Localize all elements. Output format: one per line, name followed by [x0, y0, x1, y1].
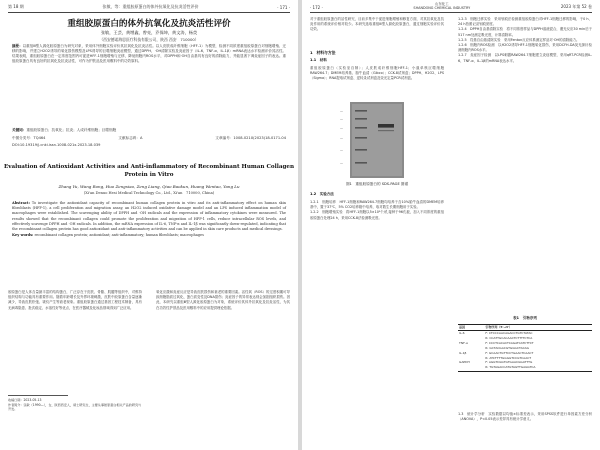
gel-image	[310, 100, 444, 180]
page-number-right: · 172 ·	[310, 4, 323, 10]
table-cell: R: GCTACGACGTGGGCTACAG	[485, 345, 529, 350]
svg-text:—: —	[340, 126, 343, 130]
body-column-1: 胶原蛋白是人体含量最丰富的结构蛋白，广泛存在于皮肤、骨骼、肌腱等组织中，对维持组织结构与功能具有重要作用。随着年龄增长及外界环境刺激，皮肤中胶原蛋白含量逐渐减少，导致皮肤松弛、皱纹产生等衰老现象。重组胶原蛋白通过基因工程技术制备，具有无病毒隐患、批次稳定、水溶性好等优点，在医疗器械及化妆品领域得到广泛应用。	[8, 290, 142, 310]
document-code: 文献标志码：A	[118, 136, 143, 140]
table-cell: IL-6	[459, 330, 465, 335]
section-methods: 1.2 实验方法	[310, 192, 334, 196]
left-page	[0, 0, 298, 450]
table-cell: F: AGGTCGGTGTGAACGGATTTG	[485, 360, 533, 365]
authors-en: Zhang Yu, Wang Rong, Huo Zengxiao, Zeng Liang, Qiao Baokun, Huang Wentao, Yang Lu	[58, 184, 240, 189]
abstract-en-text: To investigate the antioxidant capacity of recombinant human collagen protein in vitro and its anti-inflammatory effect on human skin fibroblasts (HFF-1), a cell proliferation and migration assay, an H2O2 induced oxidative damage model and an LPS induced inflammation model of macrophages were established. The scavenging ability of DPPH and ·OH radicals and the expression of inflammatory cytokines were measured. The results showed that the recombinant collagen could promote the proliferation and migration of HFF-1 cells, reduce intracellular ROS levels, and effectively scavenge DPPH and ·OH radicals. In addition, the mRNA expression of IL-6, TNF-α and IL-1β was significantly down-regulated, indicating that the recombinant collagen protein has good antioxidant and anti-inflammatory activities and can be applied in skin care products and medical dressings.	[12, 201, 286, 232]
doi-line: DOI:10.19319/j.cnki.issn.1008-021x.2023.18.039	[12, 143, 101, 147]
running-header-right	[310, 3, 592, 11]
footnote-rule	[8, 395, 68, 396]
table-header-sequence: 引物序列（5'→3'）	[485, 324, 512, 329]
table-header-gene: 基因	[459, 324, 466, 329]
table-cell: TNF-α	[459, 340, 468, 345]
journal-name: 山东化工 SHANDONG CHEMICAL INDUSTRY	[413, 2, 471, 10]
footnote: 收稿日期：2023-05-13 作者简介：张敏（1990—），女，陕西西安人，硕士研究生，主要从事胶原蛋白相关产品的研究与开发。	[8, 398, 142, 412]
table-cell: IL-1β	[459, 350, 467, 355]
keywords-cn-label: 关键词：	[12, 128, 27, 132]
svg-text:—: —	[340, 148, 343, 152]
table-cell: F: CCCTCACACTCAGATCATCTTCT	[485, 340, 534, 345]
abstract-cn-text: 以重组Ⅲ型人源化胶原蛋白为研究对象，采用体外细胞实验评价其抗氧化及抗炎活性。以人皮肤成纤维细胞（HFF-1）为模型，检测不同浓度重组胶原蛋白对细胞增殖、迁移的影响，并建立H2O2诱导的氧化损伤模型及LPS诱导的巨噬细胞炎症模型，通过DPPH、·OH清除实验及炎症因子（IL-6、TNF-α、IL-1β）mRNA表达水平检测评价其活性。结果表明，重组胶原蛋白在一定浓度范围内可促进HFF-1细胞增殖与迁移，降低细胞内ROS水平，对DPPH和·OH自由基具有良好的清除能力，并能显著下调炎症因子的表达。重组胶原蛋白具有良好的抗氧化及抗炎活性，可作为护肤品及医用敷料中的功效原料。	[12, 44, 287, 63]
keywords-cn	[12, 128, 286, 133]
figure-caption: 图1 重组胶原蛋白的 SDS-PAGE 图谱	[345, 182, 409, 186]
abstract-en-label: Abstract:	[12, 201, 30, 205]
materials-text: 重组胶原蛋白（实验室自制）；人皮肤成纤维细胞HFF-1；小鼠单核巨噬细胞RAW264.7；DMEM培养基、胎牛血清（Gibco）；CCK-8试剂盒；DPPH、H2O2、LPS（Sigma）；RNA提取试剂盒、逆转录试剂盒及荧光定量PCR试剂盒。	[310, 66, 444, 81]
header-rule	[8, 12, 290, 13]
svg-text:—: —	[340, 109, 343, 113]
statistics-text: 1.3 统计学分析 实验数据以均值±标准差表示，采用SPSS软件进行单因素方差分析（ANOVA），P<0.05表示差异具有统计学意义。	[458, 412, 592, 422]
svg-text:—: —	[340, 136, 343, 140]
article-number: 文章编号：1008-021X(2023)18-0171-04	[215, 136, 286, 140]
section-materials-methods: 1 材料与方法	[310, 50, 336, 55]
methods-text: 1.2.1 细胞培养 HFF-1细胞和RAW264.7细胞均培养于含10%胎牛血清的DMEM培养基中，置于37℃、5% CO2培养箱中培养，取对数生长期细胞用于实验。 1.2.2 细胞增殖实验 将HFF-1细胞以5×10³个/孔接种于96孔板，加入不同浓度的重组胶原蛋白处理24 h，采用CCK-8法检测吸光度。	[310, 200, 444, 220]
volume-info: 2023 年第 52 卷	[560, 4, 592, 9]
table-title: 表1 引物序列	[512, 316, 538, 320]
abstract-cn	[12, 44, 286, 64]
table-cell: R: CCATTGCACAACTCTTTTCTCA	[485, 335, 533, 340]
clc-code: 中图分类号：TQ464	[12, 136, 46, 140]
keywords-en-label: Key words:	[12, 233, 34, 238]
body-column-2: 氧化应激和炎症反应是导致皮肤损伤和衰老的重要因素。活性氧（ROS）的过度积累可导致细胞脂质过氧化、蛋白质变性及DNA损伤；炎症因子的异常表达则会加剧组织损伤。因此，本研究以重组Ⅲ型人源化胶原蛋白为对象，系统评价其体外抗氧化及抗炎活性，为其在功效性护肤品及医用敷料中的应用提供理论依据。	[156, 290, 290, 310]
keywords-en-text: recombinant collagen protein; antioxidant; anti-inflammatory; human fibroblasts; macrophages	[34, 233, 204, 238]
affiliation-en: (Xi'an Denuo Hesi Medical Technology Co., Ltd., Xi'an 710000, China)	[83, 191, 215, 195]
table-cell: GAPDH	[459, 360, 470, 365]
issue-number: 第 18 期	[8, 4, 24, 9]
running-header	[8, 3, 290, 11]
right-page	[302, 0, 600, 450]
running-title: 张敏，等：重组胶原蛋白的体外抗氧化及抗炎活性评价	[102, 4, 199, 9]
keywords-cn-text: 重组胶原蛋白；抗氧化；抗炎；人成纤维细胞；巨噬细胞	[26, 128, 117, 132]
article-title-cn: 重组胶原蛋白的体外抗氧化及抗炎活性评价	[67, 19, 231, 29]
section-materials: 1.1 材料	[310, 58, 327, 62]
table-cell	[458, 366, 484, 371]
table-cell: F: CTCCCAACAGACCTGTCTATAC	[485, 330, 533, 335]
abstract-en	[12, 201, 286, 238]
svg-text:—: —	[340, 161, 343, 165]
table-cell: F: GCAACTGTTCCTGAACTCAACT	[485, 350, 534, 355]
table-cell: R: TGTAGACCATGTAGTTGAGGTCA	[485, 365, 536, 370]
classification-line	[12, 136, 286, 141]
sds-page-figure	[310, 100, 444, 180]
keywords-en	[12, 233, 286, 238]
authors-cn: 张敏，王芸，黄增鑫，曾亮，乔保坤，黄文涛，杨荧	[100, 30, 198, 35]
affiliation-cn: （西安德诺海思医疗科技有限公司，陕西 西安 710000）	[99, 37, 199, 42]
svg-text:—: —	[340, 117, 343, 121]
table-row	[458, 366, 592, 371]
intro-paragraph: 对于重组胶原蛋白的活性研究，目前多集中于促进细胞增殖和修复方面，对其抗氧化及抗炎作用的系统评价相对较少。本研究选取重组Ⅲ型人源化胶原蛋白，通过细胞实验评价其功效。	[310, 17, 444, 32]
header-rule-right	[310, 12, 592, 13]
table-cell: R: ATCTTTTGGGGTCCGTCAACT	[485, 355, 532, 360]
article-title-en: Evaluation of Antioxidant Activities and Anti-inflammatory of Recombinant Human Collagen Protein in Vitro	[3, 164, 295, 178]
primer-table	[458, 324, 592, 372]
methods-continued: 1.2.3 细胞迁移实验 采用划痕法检测重组胶原蛋白对HFF-1细胞迁移的影响，于0 h、24 h拍照记录划痕宽度。 1.2.4 DPPH自由基清除实验 将不同浓度样品与DPPH溶液混合，避光反应30 min后于517 nm处测定吸光度，计算清除率。 1.2.5 羟基自由基清除实验 采用Fenton反应体系测定样品对·OH的清除能力。 1.2.6 细胞内ROS检测 以H2O2诱导HFF-1细胞氧化损伤，采用DCFH-DA荧光探针检测细胞内ROS水平。 1.2.7 炎症因子检测 以LPS刺激RAW264.7细胞建立炎症模型，采用qRT-PCR检测IL-6、TNF-α、IL-1β的mRNA表达水平。	[458, 17, 592, 63]
page-number: · 171 ·	[277, 4, 290, 10]
abstract-cn-label: 摘要：	[12, 44, 23, 48]
